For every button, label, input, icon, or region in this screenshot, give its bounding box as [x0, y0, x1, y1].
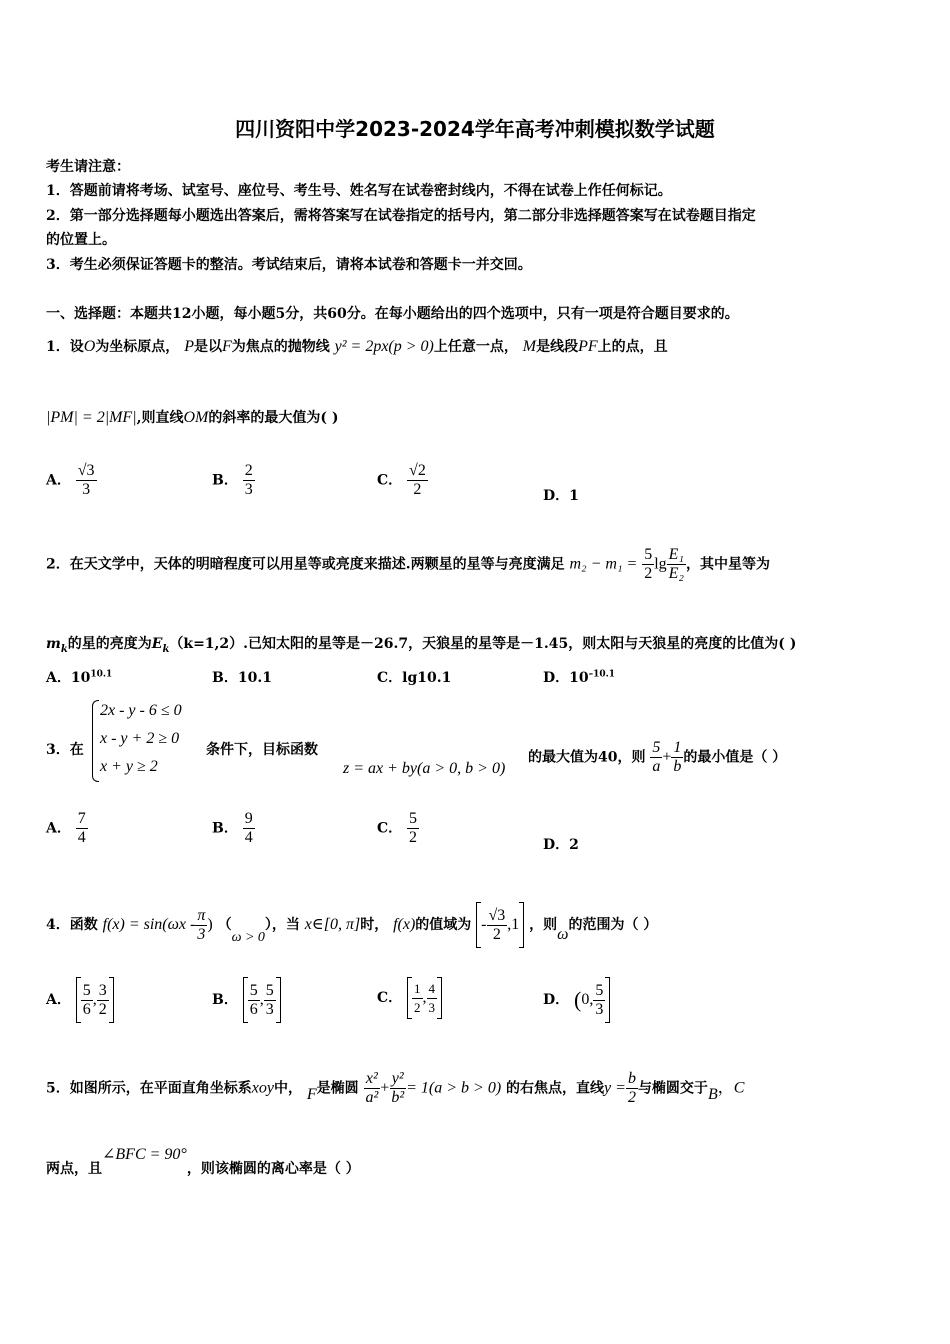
system-brace: [92, 700, 99, 782]
condition-formula: |PM| = 2|MF|: [46, 409, 137, 426]
angle-formula: ∠BFC = 90°: [102, 1146, 187, 1163]
notice-heading: 考生请注意：: [46, 159, 130, 175]
q3-option-b[interactable]: B． $\frac{9}{4}$: [212, 810, 253, 846]
q2-option-d[interactable]: D．$10^{-10.1}$: [543, 669, 616, 686]
q3-option-c[interactable]: C． $\frac{5}{2}$: [377, 810, 418, 846]
magnitude-formula: m₂ − m₁ =: [569, 555, 638, 573]
question-2-line-1: 2．在天文学中，天体的明暗程度可以用星等或亮度来描述.两颗星的星等与亮度满足 m₂ − m₁ = $\frac{5}{2}$ lg $\frac{\text{E₁}}{\text{E₂}}$ ，其中星等为: [46, 546, 770, 582]
notice-item-1: 1．答题前请将考场、试室号、座位号、考生号、姓名写在试卷密封线内，不得在试卷上作任何标记。: [46, 183, 672, 199]
q4-option-d[interactable]: D． (0, $\frac{5}{3}$: [543, 977, 610, 1023]
q1-option-c[interactable]: C． $\frac{√2}{2}$: [377, 462, 426, 498]
q1-option-d[interactable]: D．1: [543, 488, 579, 504]
parabola-formula: y² = 2px(p > 0): [334, 338, 434, 355]
ellipse-formula: = 1(a > b > 0): [406, 1079, 502, 1097]
question-1-line-2: |PM| = 2|MF|,则直线OM的斜率的最大值为( ): [46, 409, 339, 426]
question-3-mid: 条件下，目标函数: [206, 742, 318, 758]
q2-option-b[interactable]: B．10.1: [212, 670, 272, 686]
q1-option-a[interactable]: A． $\frac{√3}{3}$: [46, 462, 95, 498]
q2-option-c[interactable]: C．lg10.1: [377, 670, 452, 686]
function-formula: f(x) = sin(ωx -: [102, 916, 196, 933]
q2-option-a[interactable]: A．$10^{10.1}$: [46, 669, 113, 686]
notice-item-3: 3．考生必须保证答题卡的整洁。考试结束后，请将本试卷和答题卡一并交回。: [46, 257, 532, 273]
q4-option-b[interactable]: B． $\frac{5}{6}$ , $\frac{5}{3}$: [212, 977, 281, 1023]
question-3-lead: 3．在: [46, 742, 84, 758]
section-heading: 一、选择题：本题共12小题，每小题5分，共60分。在每小题给出的四个选项中，只有一项是符合题目要求的。: [46, 306, 739, 322]
notice-item-2b: 的位置上。: [46, 232, 116, 248]
notice-item-2: 2．第一部分选择题每小题选出答案后，需将答案写在试卷指定的括号内，第二部分非选择题答案写在试卷题目指定: [46, 208, 756, 224]
q4-option-c[interactable]: C． $\frac{1}{2}$ , $\frac{4}{3}$: [377, 977, 442, 1019]
question-3-end: 的最大值为40，则 $\frac{5}{a}$ + $\frac{1}{b}$ 的最小值是（ ）: [528, 739, 787, 775]
q4-option-a[interactable]: A． $\frac{5}{6}$ , $\frac{3}{2}$: [46, 977, 114, 1023]
question-2-line-2: $m_k$的星的亮度为$E_k(k=1,2)$.已知太阳的星等是－26.7，天狼星的星等是－1.45，则太阳与天狼星的亮度的比值为( ): [46, 636, 797, 655]
question-5-line-2: 两点，且∠BFC = 90°，则该椭圆的离心率是（ ）: [46, 1146, 360, 1177]
q1-option-b[interactable]: B． $\frac{2}{3}$: [212, 462, 253, 498]
question-5-line-1: 5．如图所示，在平面直角坐标系xoy中， F是椭圆 $\frac{\text{x²}}{\text{a²}}$ + $\frac{\text{y²}}{\text{b²}}$ = 1(a > b > 0) 的右焦点，直线y = $\frac{b}{2}$ 与椭圆交于B，C: [46, 1070, 745, 1106]
page-title: 四川资阳中学2023-2024学年高考冲刺模拟数学试题: [235, 117, 715, 141]
q3-option-d[interactable]: D．2: [543, 837, 579, 853]
question-1-line-1: 1．设O为坐标原点， P是以F为焦点的抛物线 y² = 2px(p > 0)上任意一点， M是线段PF上的点，且: [46, 338, 668, 355]
question-4-line: 4．函数 f(x) = sin(ωx - $\frac{\pi}{3}$ ) （ω > 0），当 x∈[0, π]时， f(x)的值域为 - $\frac{√3}{2}$ ,1 ，则ω的范围为（ ）: [46, 902, 657, 948]
objective-function: z = ax + by(a > 0, b > 0): [343, 760, 506, 777]
constraint-system: 2x - y - 6 ≤ 0 x - y + 2 ≥ 0 x + y ≥ 2: [100, 702, 182, 775]
q3-option-a[interactable]: A． $\frac{7}{4}$: [46, 810, 86, 846]
